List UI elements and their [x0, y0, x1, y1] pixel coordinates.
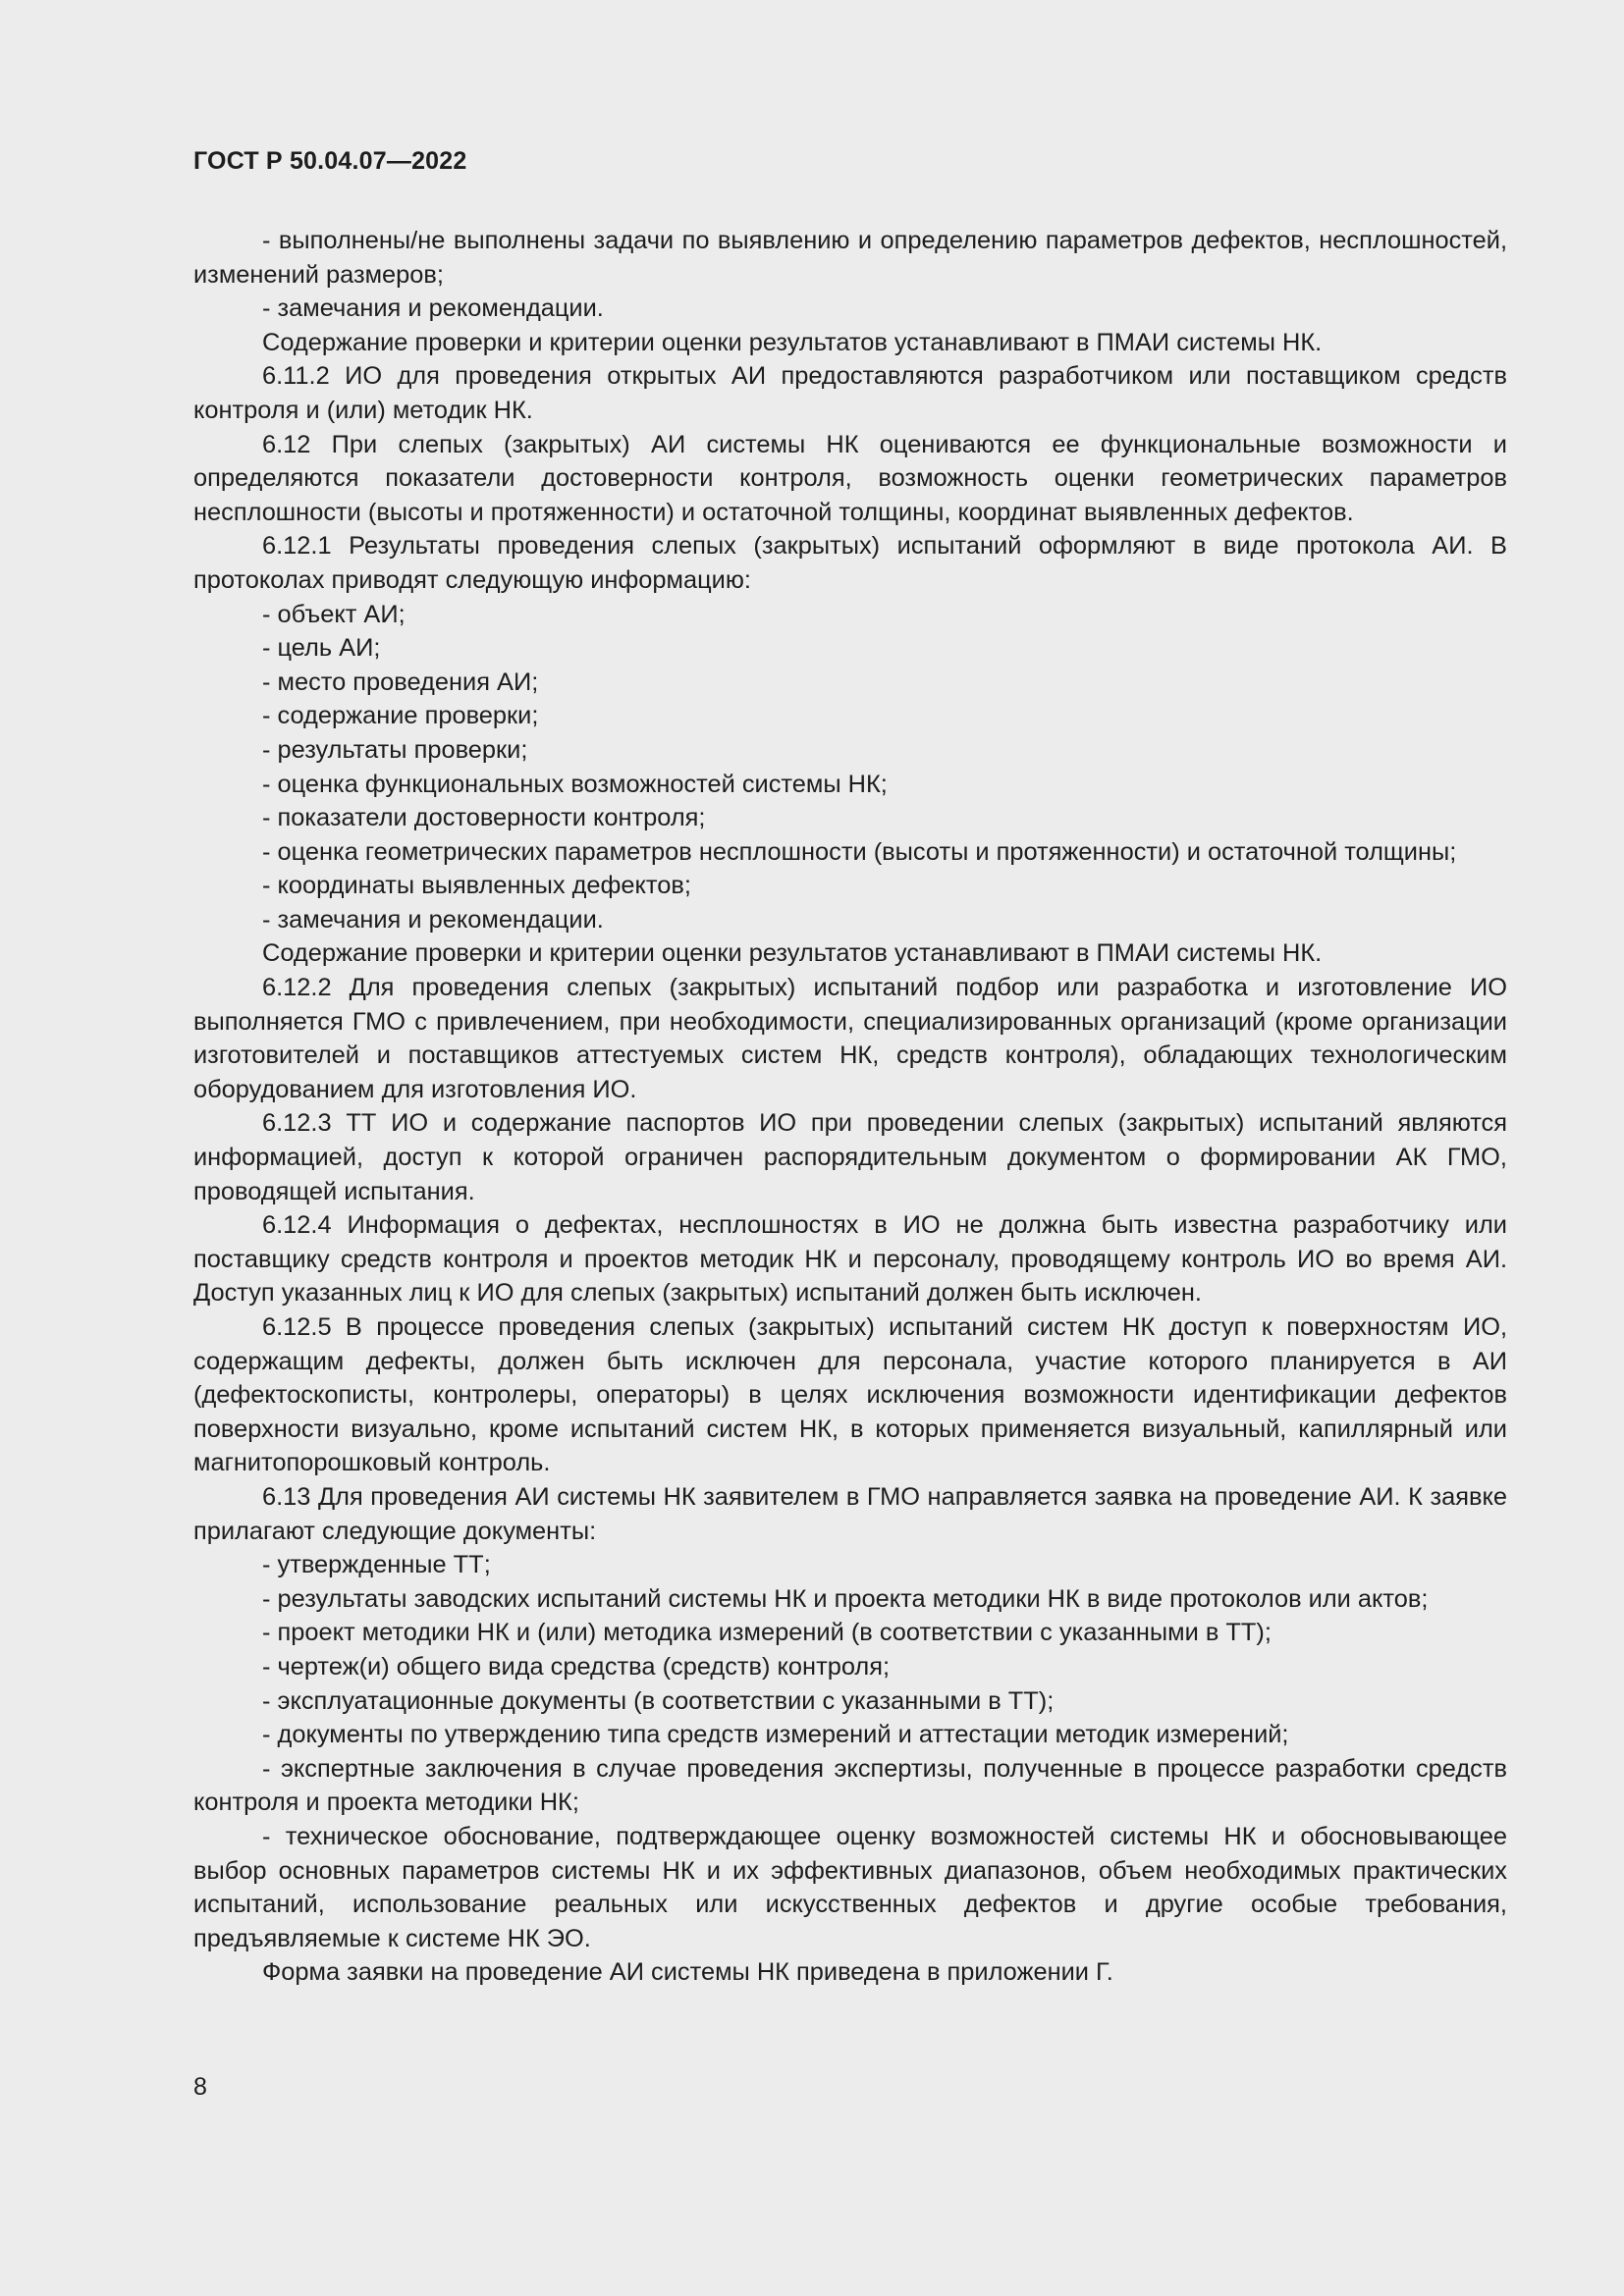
list-item: - место проведения АИ;: [262, 667, 539, 696]
paragraph: 6.12.2 Для проведения слепых (закрытых) испытаний подбор или разработка и изготовление ИО выполняется ГМО с привлечением, при необходимости, специализированных организаций (кроме организации изготовителей и поставщиков аттестуемых систем НК, средств контроля), обладающих технологическим оборудованием для изготовления ИО.: [193, 974, 1507, 1103]
list-item: - документы по утверждению типа средств измерений и аттестации методик измерений;: [262, 1721, 1289, 1749]
list-item: - координаты выявленных дефектов;: [262, 872, 691, 900]
list-item: - результаты проверки;: [262, 735, 528, 764]
list-item: - замечания и рекомендации.: [262, 905, 604, 934]
list-item: - экспертные заключения в случае проведения экспертизы, полученные в процессе разработки средств контроля и проекта методики НК;: [193, 1754, 1507, 1817]
paragraph: 6.11.2 ИО для проведения открытых АИ предоставляются разработчиком или поставщиком средств контроля и (или) методик НК.: [193, 362, 1507, 424]
paragraph: 6.12.3 ТТ ИО и содержание паспортов ИО при проведении слепых (закрытых) испытаний являются информацией, доступ к которой ограничен распорядительным документом о формировании АК ГМО, проводящей испытания.: [193, 1109, 1507, 1205]
document-header: ГОСТ Р 50.04.07—2022: [193, 147, 467, 175]
paragraph: - выполнены/не выполнены задачи по выявлению и определению параметров дефектов, несплошностей, изменений размеров;: [193, 227, 1507, 289]
list-item: - содержание проверки;: [262, 702, 539, 730]
paragraph: 6.12.4 Информация о дефектах, несплошностях в ИО не должна быть известна разработчику или поставщику средств контроля и проектов методик НК и персоналу, проводящему контроль ИО во время АИ. Доступ указанных лиц к ИО для слепых (закрытых) испытаний должен быть исключен.: [193, 1211, 1507, 1308]
list-item: - цель АИ;: [262, 634, 381, 663]
paragraph: Форма заявки на проведение АИ системы НК приведена в приложении Г.: [262, 1958, 1113, 1987]
list-item: - результаты заводских испытаний системы НК и проекта методики НК в виде протоколов или актов;: [262, 1584, 1429, 1613]
list-item: - объект АИ;: [262, 600, 406, 628]
list-item: - проект методики НК и (или) методика измерений (в соответствии с указанными в ТТ);: [262, 1619, 1272, 1647]
document-body: [193, 224, 1507, 1990]
list-item: - техническое обоснование, подтверждающее оценку возможностей системы НК и обосновывающее выбор основных параметров системы НК и их эффективных диапазонов, объем необходимых практических испытаний, использование реальных или искусственных дефектов и другие особые требования, предъявляемые к системе НК ЭО.: [193, 1822, 1507, 1952]
list-item: - утвержденные ТТ;: [262, 1551, 491, 1579]
paragraph: Содержание проверки и критерии оценки результатов устанавливают в ПМАИ системы НК.: [262, 328, 1323, 356]
page-number: 8: [193, 2073, 207, 2101]
list-item: - оценка геометрических параметров несплошности (высоты и протяженности) и остаточной толщины;: [262, 837, 1457, 866]
list-item: - эксплуатационные документы (в соответствии с указанными в ТТ);: [262, 1686, 1055, 1715]
paragraph: 6.12.5 В процессе проведения слепых (закрытых) испытаний систем НК доступ к поверхностям ИО, содержащим дефекты, должен быть исключен для персонала, участие которого планируется в АИ (дефектоскописты, контролеры, операторы) в целях исключения возможности идентификации дефектов поверхности визуально, кроме испытаний систем НК, в которых применяется визуальный, капиллярный или магнитопорошковый контроль.: [193, 1313, 1507, 1477]
paragraph: - замечания и рекомендации.: [262, 294, 604, 323]
list-item: - показатели достоверности контроля;: [262, 804, 706, 832]
list-item: - чертеж(и) общего вида средства (средств) контроля;: [262, 1652, 891, 1681]
paragraph: 6.13 Для проведения АИ системы НК заявителем в ГМО направляется заявка на проведение АИ. К заявке прилагают следующие документы:: [193, 1482, 1507, 1545]
list-item: - оценка функциональных возможностей системы НК;: [262, 770, 888, 798]
paragraph: 6.12 При слепых (закрытых) АИ системы НК оцениваются ее функциональные возможности и определяются показатели достоверности контроля, возможность оценки геометрических параметров несплошности (высоты и протяженности) и остаточной толщины, координат выявленных дефектов.: [193, 430, 1507, 526]
paragraph: 6.12.1 Результаты проведения слепых (закрытых) испытаний оформляют в виде протокола АИ. В протоколах приводят следующую информацию:: [193, 532, 1507, 594]
paragraph: Содержание проверки и критерии оценки результатов устанавливают в ПМАИ системы НК.: [262, 939, 1323, 968]
